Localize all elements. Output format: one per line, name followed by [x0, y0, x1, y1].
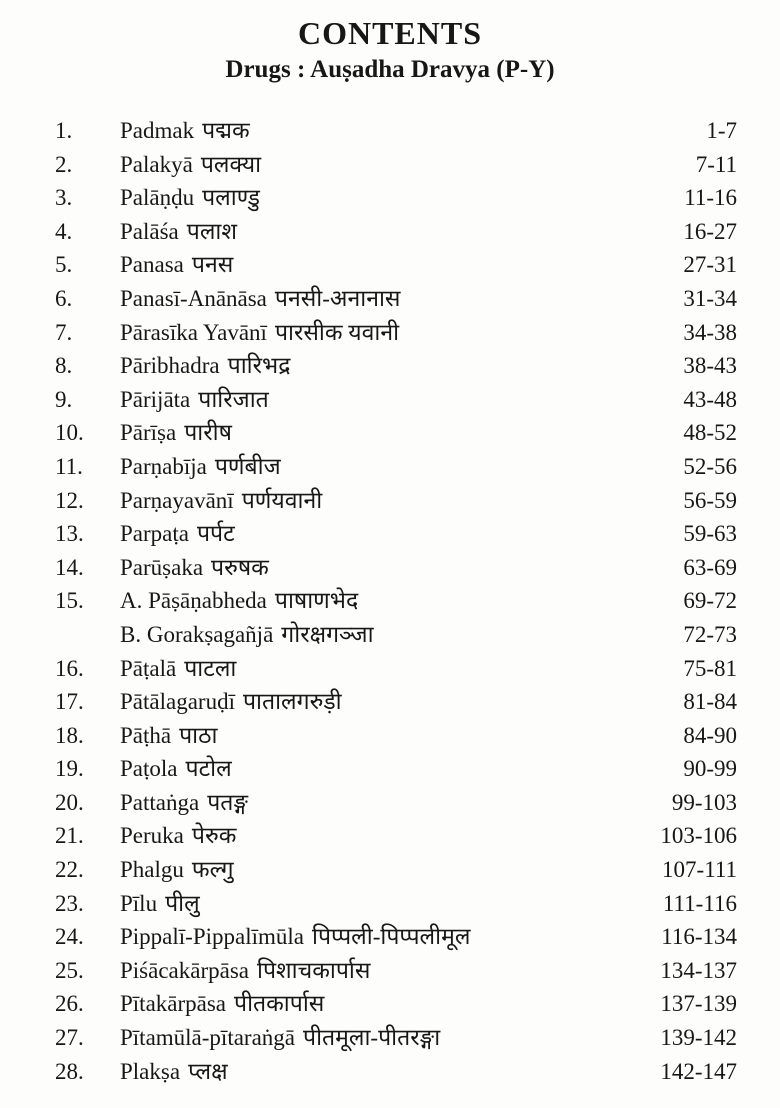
entry-pages: 107-111	[662, 857, 737, 883]
entry-name-devanagari: पारसीक यवानी	[274, 319, 400, 345]
entry-name-devanagari: परुषक	[211, 554, 269, 580]
entry-name-latin: Parṇabīja	[120, 453, 207, 479]
entry-name	[120, 617, 683, 649]
entry-name	[120, 651, 683, 683]
entry-name	[120, 852, 662, 884]
entry-name-latin: Peruka	[120, 823, 184, 849]
entry-name	[120, 818, 660, 850]
entry-number: 23.	[55, 890, 84, 916]
entry-name-devanagari: पातालगरुड़ी	[242, 689, 342, 715]
entry-number: 6.	[55, 285, 73, 311]
toc-entry	[55, 147, 737, 181]
toc-entry	[55, 919, 737, 953]
entry-name	[120, 348, 683, 380]
entry-name-devanagari: पनसी-अनानास	[274, 285, 401, 311]
entry-name-devanagari: पीतकार्पास	[234, 991, 325, 1017]
entry-name	[120, 382, 683, 414]
entry-name-devanagari: पर्णबीज	[214, 453, 281, 479]
toc-entry	[55, 617, 737, 651]
toc-entry	[55, 583, 737, 617]
entry-name-latin: Pīlu	[120, 890, 158, 916]
entry-name	[120, 214, 683, 246]
entry-number: 20.	[55, 789, 84, 815]
entry-name	[120, 1020, 660, 1052]
entry-pages: 52-56	[683, 453, 737, 479]
entry-name-devanagari: पलाण्डु	[202, 185, 260, 211]
entry-name	[120, 684, 683, 716]
entry-number: 27.	[55, 1025, 84, 1051]
entry-pages: 90-99	[683, 756, 737, 782]
entry-name-devanagari: पतङ्ग	[207, 789, 248, 815]
page-subtitle: Drugs : Auṣadha Dravya (P-Y)	[225, 56, 555, 83]
entry-name-latin: Pāṭhā	[120, 722, 172, 748]
entry-pages: 111-116	[662, 890, 737, 916]
page-title: CONTENTS	[297, 15, 483, 51]
entry-name-devanagari: पीलु	[165, 890, 200, 916]
toc-entry	[55, 986, 737, 1020]
entry-number: 15.	[55, 588, 84, 614]
entry-number: 1.	[55, 118, 73, 143]
toc-entry	[55, 449, 737, 483]
entry-pages: 59-63	[683, 521, 737, 547]
entry-name-devanagari: पर्पट	[196, 521, 235, 547]
toc-entry	[55, 953, 737, 987]
entry-name-latin: Pāṭalā	[120, 655, 177, 681]
toc-entry	[55, 214, 737, 248]
entry-name	[120, 986, 660, 1018]
entry-pages: 34-38	[683, 319, 737, 345]
toc-entry	[55, 180, 737, 214]
entry-pages: 116-134	[661, 924, 737, 950]
entry-name-latin: Pāribhadra	[120, 353, 220, 379]
entry-name-latin: Piśācakārpāsa	[120, 957, 249, 983]
entry-name-devanagari: पाषाणभेद	[274, 588, 359, 614]
entry-number: 22.	[55, 857, 84, 883]
entry-name-latin: Parpaṭa	[120, 521, 189, 547]
entry-pages: 43-48	[683, 386, 737, 412]
entry-number: 5.	[55, 252, 73, 278]
entry-number: 13.	[55, 521, 84, 547]
entry-name-latin: Phalgu	[120, 857, 184, 883]
entry-number: 16.	[55, 655, 84, 681]
entry-number: 24.	[55, 924, 84, 950]
entry-name-latin: Panasa	[120, 252, 184, 278]
entry-pages: 84-90	[683, 722, 737, 748]
entry-name-devanagari: पाटला	[184, 655, 237, 681]
entry-name	[120, 113, 706, 145]
entry-pages: 137-139	[660, 991, 737, 1017]
toc-entry	[55, 818, 737, 852]
entry-number: 25.	[55, 957, 84, 983]
entry-name-latin: Palāśa	[120, 218, 179, 244]
entry-name-devanagari: पनस	[191, 252, 234, 278]
entry-name	[120, 516, 683, 548]
toc-entry	[55, 1020, 737, 1054]
entry-pages: 38-43	[683, 353, 737, 379]
entry-number: 4.	[55, 218, 73, 244]
entry-number: 10.	[55, 420, 84, 446]
entry-number: 26.	[55, 991, 84, 1017]
entry-name-devanagari: प्लक्ष	[188, 1058, 228, 1084]
entry-pages: 48-52	[683, 420, 737, 446]
toc-entry	[55, 1054, 737, 1088]
toc-entry	[55, 651, 737, 685]
entry-name-latin: Palāṇḍu	[120, 185, 195, 211]
entry-name	[120, 180, 684, 212]
entry-name-devanagari: पलक्या	[200, 151, 262, 177]
entry-name	[120, 247, 683, 279]
entry-name	[120, 718, 683, 750]
entry-name-latin: Panasī-Anānāsa	[120, 285, 267, 311]
entry-name-devanagari: पारीष	[184, 420, 232, 446]
entry-name-latin: A. Pāṣāṇabheda	[120, 588, 267, 614]
entry-pages: 103-106	[660, 823, 737, 849]
entry-pages: 134-137	[660, 957, 737, 983]
toc-entry	[55, 785, 737, 819]
toc-entry	[55, 886, 737, 920]
entry-number: 19.	[55, 756, 84, 782]
entry-pages: 72-73	[683, 621, 737, 647]
entry-number: 2.	[55, 151, 73, 177]
entry-name	[120, 315, 683, 347]
toc-entry	[55, 718, 737, 752]
toc-entry	[55, 348, 737, 382]
entry-name-latin: B. Gorakṣagañjā	[120, 621, 274, 647]
entry-number: 11.	[55, 453, 83, 479]
toc-entry	[55, 684, 737, 718]
entry-name-latin: Padmak	[120, 118, 195, 143]
entry-pages: 69-72	[683, 588, 737, 614]
entry-pages: 99-103	[671, 789, 737, 815]
entry-name	[120, 550, 683, 582]
entry-name	[120, 785, 672, 817]
entry-name	[120, 415, 683, 447]
entry-pages: 16-27	[683, 218, 737, 244]
entry-name-latin: Paṭola	[120, 756, 178, 782]
entry-name-latin: Pārīṣa	[120, 420, 177, 446]
entry-name-devanagari: पिशाचकार्पास	[257, 957, 371, 983]
toc-entry	[55, 483, 737, 517]
entry-name	[120, 919, 661, 951]
toc-entry	[55, 852, 737, 886]
entry-pages: 81-84	[683, 689, 737, 715]
entry-name-devanagari: पाठा	[179, 722, 218, 748]
entry-name-latin: Pārasīka Yavānī	[120, 319, 267, 345]
toc-entry	[55, 751, 737, 785]
entry-name-devanagari: पीतमूला-पीतरङ्गा	[303, 1025, 441, 1051]
entry-number: 12.	[55, 487, 84, 513]
entry-name-devanagari: पेरुक	[191, 823, 237, 849]
entry-pages: 139-142	[660, 1025, 737, 1051]
entry-name-devanagari: गोरक्षगञ्जा	[281, 621, 374, 647]
entry-name	[120, 583, 683, 615]
entry-pages: 31-34	[683, 285, 737, 311]
entry-name-latin: Pītakārpāsa	[120, 991, 227, 1017]
toc-entry	[55, 113, 737, 147]
entry-number: 7.	[55, 319, 73, 345]
toc-entry	[55, 281, 737, 315]
entry-name-latin: Parṇayavānī	[120, 487, 234, 513]
entry-name-devanagari: पलाश	[186, 218, 238, 244]
toc-entry	[55, 550, 737, 584]
entry-pages: 7-11	[695, 151, 737, 177]
entry-name	[120, 449, 683, 481]
toc-entry	[55, 516, 737, 550]
entry-name-devanagari: पटोल	[185, 756, 232, 782]
entry-number: 18.	[55, 722, 84, 748]
entry-name-latin: Pārijāta	[120, 386, 191, 412]
entry-name-devanagari: पर्णयवानी	[241, 487, 323, 513]
toc-entry	[55, 382, 737, 416]
entry-number: 17.	[55, 689, 84, 715]
entry-pages: 1-7	[706, 118, 737, 143]
entry-name-devanagari: फल्गु	[191, 857, 234, 883]
entry-name	[120, 281, 683, 313]
entry-name-latin: Pītamūlā-pītaraṅgā	[120, 1025, 295, 1051]
toc-entry	[55, 247, 737, 281]
entry-name	[120, 886, 663, 918]
entry-name-latin: Palakyā	[120, 151, 193, 177]
toc-entry	[55, 315, 737, 349]
entry-number: 21.	[55, 823, 84, 849]
entry-pages: 11-16	[684, 185, 737, 211]
entry-name	[120, 147, 696, 179]
entry-pages: 142-147	[660, 1058, 737, 1084]
entry-pages: 63-69	[683, 554, 737, 580]
entry-name-devanagari: पिप्पली-पिप्पलीमूल	[312, 924, 471, 950]
entry-number: 14.	[55, 554, 84, 580]
entry-number: 28.	[55, 1058, 84, 1084]
entry-number: 8.	[55, 353, 73, 379]
entry-name-devanagari: पारिभद्र	[227, 353, 291, 379]
entry-number: 3.	[55, 185, 73, 211]
entry-pages: 56-59	[683, 487, 737, 513]
entry-pages: 27-31	[683, 252, 737, 278]
entry-name	[120, 953, 660, 985]
entry-name	[120, 483, 683, 515]
entry-name-latin: Pippalī-Pippalīmūla	[120, 924, 304, 950]
entry-name	[120, 1054, 660, 1086]
entry-name	[120, 751, 683, 783]
entry-name-latin: Pattaṅga	[120, 789, 200, 815]
toc-list	[55, 113, 737, 1087]
entry-name-devanagari: पद्मक	[202, 118, 250, 143]
toc-entry	[55, 415, 737, 449]
entry-name-latin: Plakṣa	[120, 1058, 181, 1084]
entry-name-latin: Pātālagaruḍī	[120, 689, 235, 715]
entry-number: 9.	[55, 386, 73, 412]
entry-name-devanagari: पारिजात	[198, 386, 269, 412]
entry-pages: 75-81	[683, 655, 737, 681]
entry-name-latin: Parūṣaka	[120, 554, 204, 580]
